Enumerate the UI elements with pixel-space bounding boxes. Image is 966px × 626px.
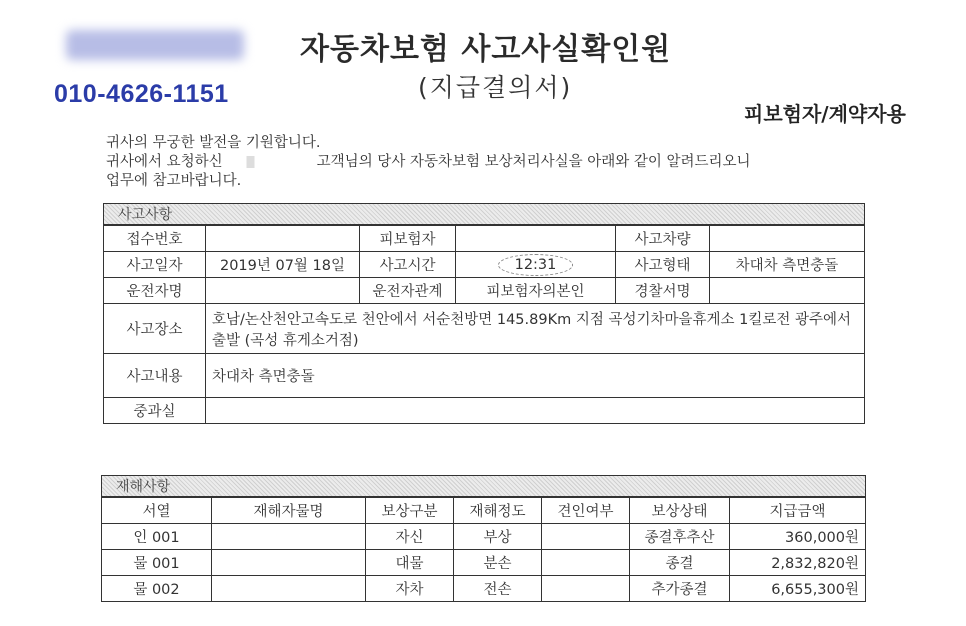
content-label: 사고내용 [104, 354, 206, 398]
accident-section [103, 203, 865, 424]
cell-seq: 인 001 [102, 524, 212, 550]
table-row [104, 304, 865, 354]
table-row [104, 252, 865, 278]
damage-section [101, 475, 866, 602]
major-fault-label: 중과실 [104, 398, 206, 424]
damage-table [101, 497, 866, 602]
relation-label: 운전자관계 [360, 278, 456, 304]
cell-status: 종결 [630, 550, 730, 576]
location-value: 호남/논산천안고속도로 천안에서 서순천방면 145.89Km 지점 곡성기차마을휴게소 1킬로전 광주에서출발 (곡성 휴게소거점) [206, 304, 865, 354]
date-value: 2019년 07월 18일 [206, 252, 360, 278]
cell-severity: 부상 [454, 524, 542, 550]
receipt-no-label: 접수번호 [104, 226, 206, 252]
table-header-row [102, 498, 866, 524]
time-label: 사고시간 [360, 252, 456, 278]
cell-status: 추가종결 [630, 576, 730, 602]
table-row [102, 550, 866, 576]
phone-number: 010-4626-1151 [54, 80, 229, 108]
usage-label: 피보험자/계약자용 [744, 102, 906, 126]
document-title: 자동차보험 사고사실확인원 [300, 32, 672, 67]
cell-category: 자신 [366, 524, 454, 550]
table-row [104, 226, 865, 252]
table-row [102, 524, 866, 550]
type-label: 사고형태 [616, 252, 710, 278]
intro-line-1: 귀사의 무궁한 발전을 기원합니다. [106, 135, 321, 151]
redacted-name [231, 156, 309, 168]
vehicle-label: 사고차량 [616, 226, 710, 252]
column-header: 재해자물명 [212, 498, 366, 524]
damage-section-header: 재해사항 [101, 475, 866, 497]
major-fault-value [206, 398, 865, 424]
accident-section-header: 사고사항 [103, 203, 865, 225]
relation-value: 피보험자의본인 [456, 278, 616, 304]
insured-value [456, 226, 616, 252]
receipt-no-value [206, 226, 360, 252]
cell-towing [542, 576, 630, 602]
intro-line-2 [106, 153, 751, 172]
intro-line-2-prefix: 귀사에서 요청하신 [106, 154, 223, 170]
insured-label: 피보험자 [360, 226, 456, 252]
column-header: 보상구분 [366, 498, 454, 524]
cell-victim [212, 576, 366, 602]
cell-seq: 물 002 [102, 576, 212, 602]
accident-table [103, 225, 865, 424]
time-cell [456, 252, 616, 278]
driver-value [206, 278, 360, 304]
cell-victim [212, 524, 366, 550]
table-row [102, 576, 866, 602]
cell-victim [212, 550, 366, 576]
cell-towing [542, 524, 630, 550]
cell-amount: 360,000원 [730, 524, 866, 550]
table-row [104, 278, 865, 304]
content-value: 차대차 측면충돌 [206, 354, 865, 398]
intro-line-3: 업무에 참고바랍니다. [106, 173, 242, 189]
table-row [104, 398, 865, 424]
driver-label: 운전자명 [104, 278, 206, 304]
cell-status: 종결후추산 [630, 524, 730, 550]
location-label: 사고장소 [104, 304, 206, 354]
column-header: 서열 [102, 498, 212, 524]
column-header: 보상상태 [630, 498, 730, 524]
column-header: 견인여부 [542, 498, 630, 524]
cell-seq: 물 001 [102, 550, 212, 576]
cell-amount: 2,832,820원 [730, 550, 866, 576]
cell-towing [542, 550, 630, 576]
intro-text [106, 134, 751, 191]
intro-line-2-suffix: 고객님의 당사 자동차보험 보상처리사실을 아래와 같이 알려드리오니 [316, 154, 751, 170]
table-row [104, 354, 865, 398]
date-label: 사고일자 [104, 252, 206, 278]
cell-severity: 분손 [454, 550, 542, 576]
column-header: 지급금액 [730, 498, 866, 524]
cell-category: 자차 [366, 576, 454, 602]
police-value [710, 278, 865, 304]
time-value: 12:31 [498, 254, 574, 276]
cell-severity: 전손 [454, 576, 542, 602]
document-subtitle: (지급결의서) [418, 73, 573, 102]
blurred-logo [66, 30, 244, 60]
vehicle-value [710, 226, 865, 252]
type-value: 차대차 측면충돌 [710, 252, 865, 278]
column-header: 재해정도 [454, 498, 542, 524]
cell-amount: 6,655,300원 [730, 576, 866, 602]
cell-category: 대물 [366, 550, 454, 576]
police-label: 경찰서명 [616, 278, 710, 304]
